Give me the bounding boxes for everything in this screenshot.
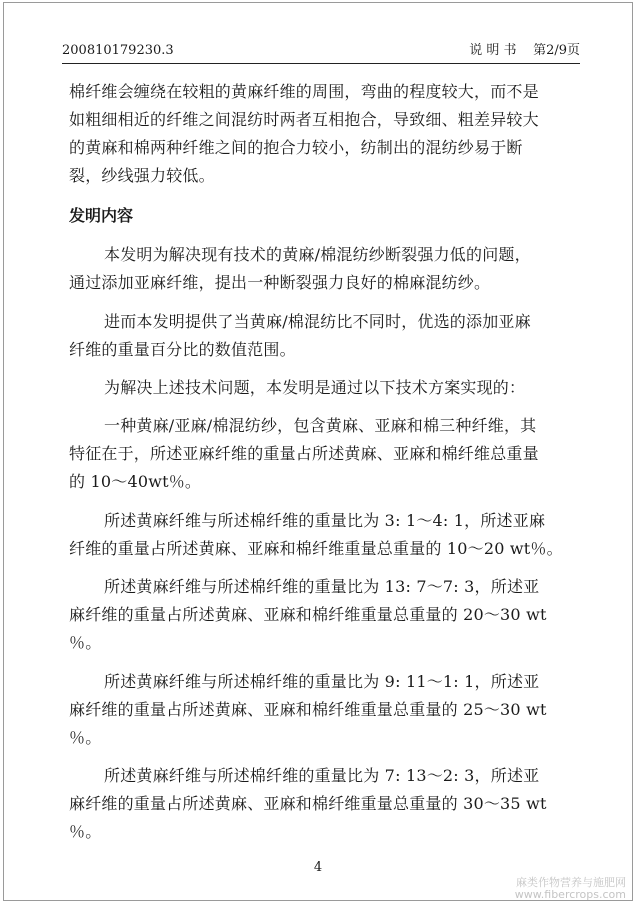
body-line: 本发明为解决现有技术的黄麻/棉混纺纱断裂强力低的问题， <box>104 245 531 264</box>
body-line: 的黄麻和棉两种纤维之间的抱合力较小，纺制出的混纺纱易于断 <box>69 138 523 157</box>
body-line: 麻纤维的重量占所述黄麻、亚麻和棉纤维重量总重量的 25～30 wt <box>69 700 547 719</box>
body-line: 裂，纱线强力较低。 <box>69 166 215 185</box>
document-type: 说 明 书 <box>469 43 517 58</box>
page-number: 4 <box>313 860 323 875</box>
page-header <box>62 43 580 59</box>
watermark-url: www.fibercrops.com <box>514 888 626 901</box>
page-indicator: 第2/9页 <box>533 43 580 58</box>
body-line: 纤维的重量百分比的数值范围。 <box>69 340 296 359</box>
watermark-site-name: 麻类作物营养与施肥网 <box>516 876 626 889</box>
body-line: 通过添加亚麻纤维，提出一种断裂强力良好的棉麻混纺纱。 <box>69 273 491 292</box>
body-line: ％。 <box>69 822 102 841</box>
body-line: ％。 <box>69 633 102 652</box>
body-line: 如粗细相近的纤维之间混纺时两者互相抱合，导致细、粗差异较大 <box>69 110 539 129</box>
body-line: 麻纤维的重量占所述黄麻、亚麻和棉纤维重量总重量的 20～30 wt <box>69 605 547 624</box>
document-number: 200810179230.3 <box>62 43 174 58</box>
header-divider <box>62 63 580 64</box>
body-line: 进而本发明提供了当黄麻/棉混纺比不同时，优选的添加亚麻 <box>104 312 531 331</box>
body-line: 麻纤维的重量占所述黄麻、亚麻和棉纤维重量总重量的 30～35 wt <box>69 794 547 813</box>
header-right <box>469 43 580 59</box>
body-line: ％。 <box>69 728 102 747</box>
body-line: 所述黄麻纤维与所述棉纤维的重量比为 9: 11～1: 1，所述亚 <box>104 672 540 691</box>
watermark <box>515 877 626 901</box>
body-line: 纤维的重量占所述黄麻、亚麻和棉纤维重量总重量的 10～20 wt％。 <box>69 539 563 558</box>
body-line: 所述黄麻纤维与所述棉纤维的重量比为 7: 13～2: 3，所述亚 <box>104 766 540 785</box>
body-line: 棉纤维会缠绕在较粗的黄麻纤维的周围，弯曲的程度较大，而不是 <box>69 82 539 101</box>
body-line: 为解决上述技术问题，本发明是通过以下技术方案实现的： <box>104 378 526 397</box>
section-heading: 发明内容 <box>69 206 134 225</box>
body-line: 特征在于，所述亚麻纤维的重量占所述黄麻、亚麻和棉纤维总重量 <box>69 444 539 463</box>
body-line: 所述黄麻纤维与所述棉纤维的重量比为 13: 7～7: 3，所述亚 <box>104 577 540 596</box>
body-line: 一种黄麻/亚麻/棉混纺纱，包含黄麻、亚麻和棉三种纤维，其 <box>104 416 537 435</box>
body-line: 的 10～40wt％。 <box>69 472 202 491</box>
body-line: 所述黄麻纤维与所述棉纤维的重量比为 3: 1～4: 1，所述亚麻 <box>104 511 546 530</box>
